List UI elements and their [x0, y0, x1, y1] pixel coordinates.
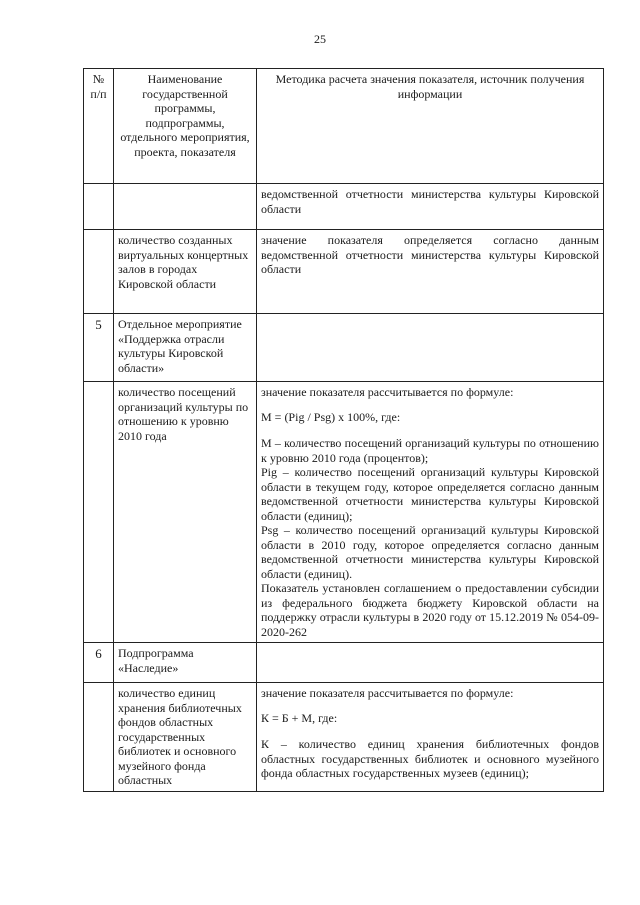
row-method: ведомственной отчетности министерства культуры Кировской области: [257, 184, 604, 230]
row-method: [257, 643, 604, 683]
row-num: 5: [84, 314, 114, 382]
table-row: [84, 314, 604, 382]
table-row: [84, 382, 604, 643]
definition-psg: Psg – количество посещений организаций культуры Кировской области в 2010 году, которое определяется согласно данным ведомственной отчетности министерства культуры Кировской области (единиц).: [261, 523, 599, 581]
row-name: [114, 184, 257, 230]
agreement-note: Показатель установлен соглашением о предоставлении субсидии из федерального бюджета бюджету Кировской области на поддержку отрасли культуры в 2020 году от 15.12.2019 № 054-09-2020-262: [261, 581, 599, 639]
row-name: количество единиц хранения библиотечных фондов областных государственных библиотек и основного музейного фонда областных: [114, 683, 257, 792]
formula: К = Б + М, где:: [261, 710, 338, 725]
row-name: Отдельное мероприятие «Поддержка отрасли культуры Кировской области»: [114, 314, 257, 382]
indicators-table: [83, 68, 604, 792]
definition-k: К – количество единиц хранения библиотечных фондов областных государственных библиотек и основного музейного фонда областных государственных музеев (единиц);: [261, 737, 599, 780]
definition-m: М – количество посещений организаций культуры по отношению к уровню 2010 года (процентов);: [261, 436, 599, 465]
table-row: [84, 184, 604, 230]
row-num: [84, 184, 114, 230]
row-method: [257, 683, 604, 792]
table-row: [84, 230, 604, 314]
row-name: Подпрограмма «Наследие»: [114, 643, 257, 683]
row-method: [257, 314, 604, 382]
header-num: № п/п: [84, 69, 114, 184]
page-number: 25: [314, 32, 326, 46]
formula: M = (Pig / Psg) x 100%, где:: [261, 409, 401, 424]
row-method: [257, 382, 604, 643]
formula-intro: значение показателя рассчитывается по формуле:: [261, 385, 514, 399]
row-name: количество посещений организаций культуры по отношению к уровню 2010 года: [114, 382, 257, 643]
row-name: количество созданных виртуальных концертных залов в городах Кировской области: [114, 230, 257, 314]
table-row: [84, 683, 604, 792]
row-num: [84, 230, 114, 314]
header-method: Методика расчета значения показателя, источник получения информации: [257, 69, 604, 184]
table-row: [84, 643, 604, 683]
table-header-row: [84, 69, 604, 184]
row-num: 6: [84, 643, 114, 683]
header-name: Наименование государственной программы, подпрограммы, отдельного мероприятия, проекта, показателя: [114, 69, 257, 184]
row-num: [84, 683, 114, 792]
row-method: значение показателя определяется согласно данным ведомственной отчетности министерства культуры Кировской области: [257, 230, 604, 314]
row-num: [84, 382, 114, 643]
definition-pig: Pig – количество посещений организаций культуры Кировской области в текущем году, которое определяется согласно данным ведомственной отчетности министерства культуры Кировской области (единиц);: [261, 465, 599, 523]
formula-intro: значение показателя рассчитывается по формуле:: [261, 686, 514, 700]
